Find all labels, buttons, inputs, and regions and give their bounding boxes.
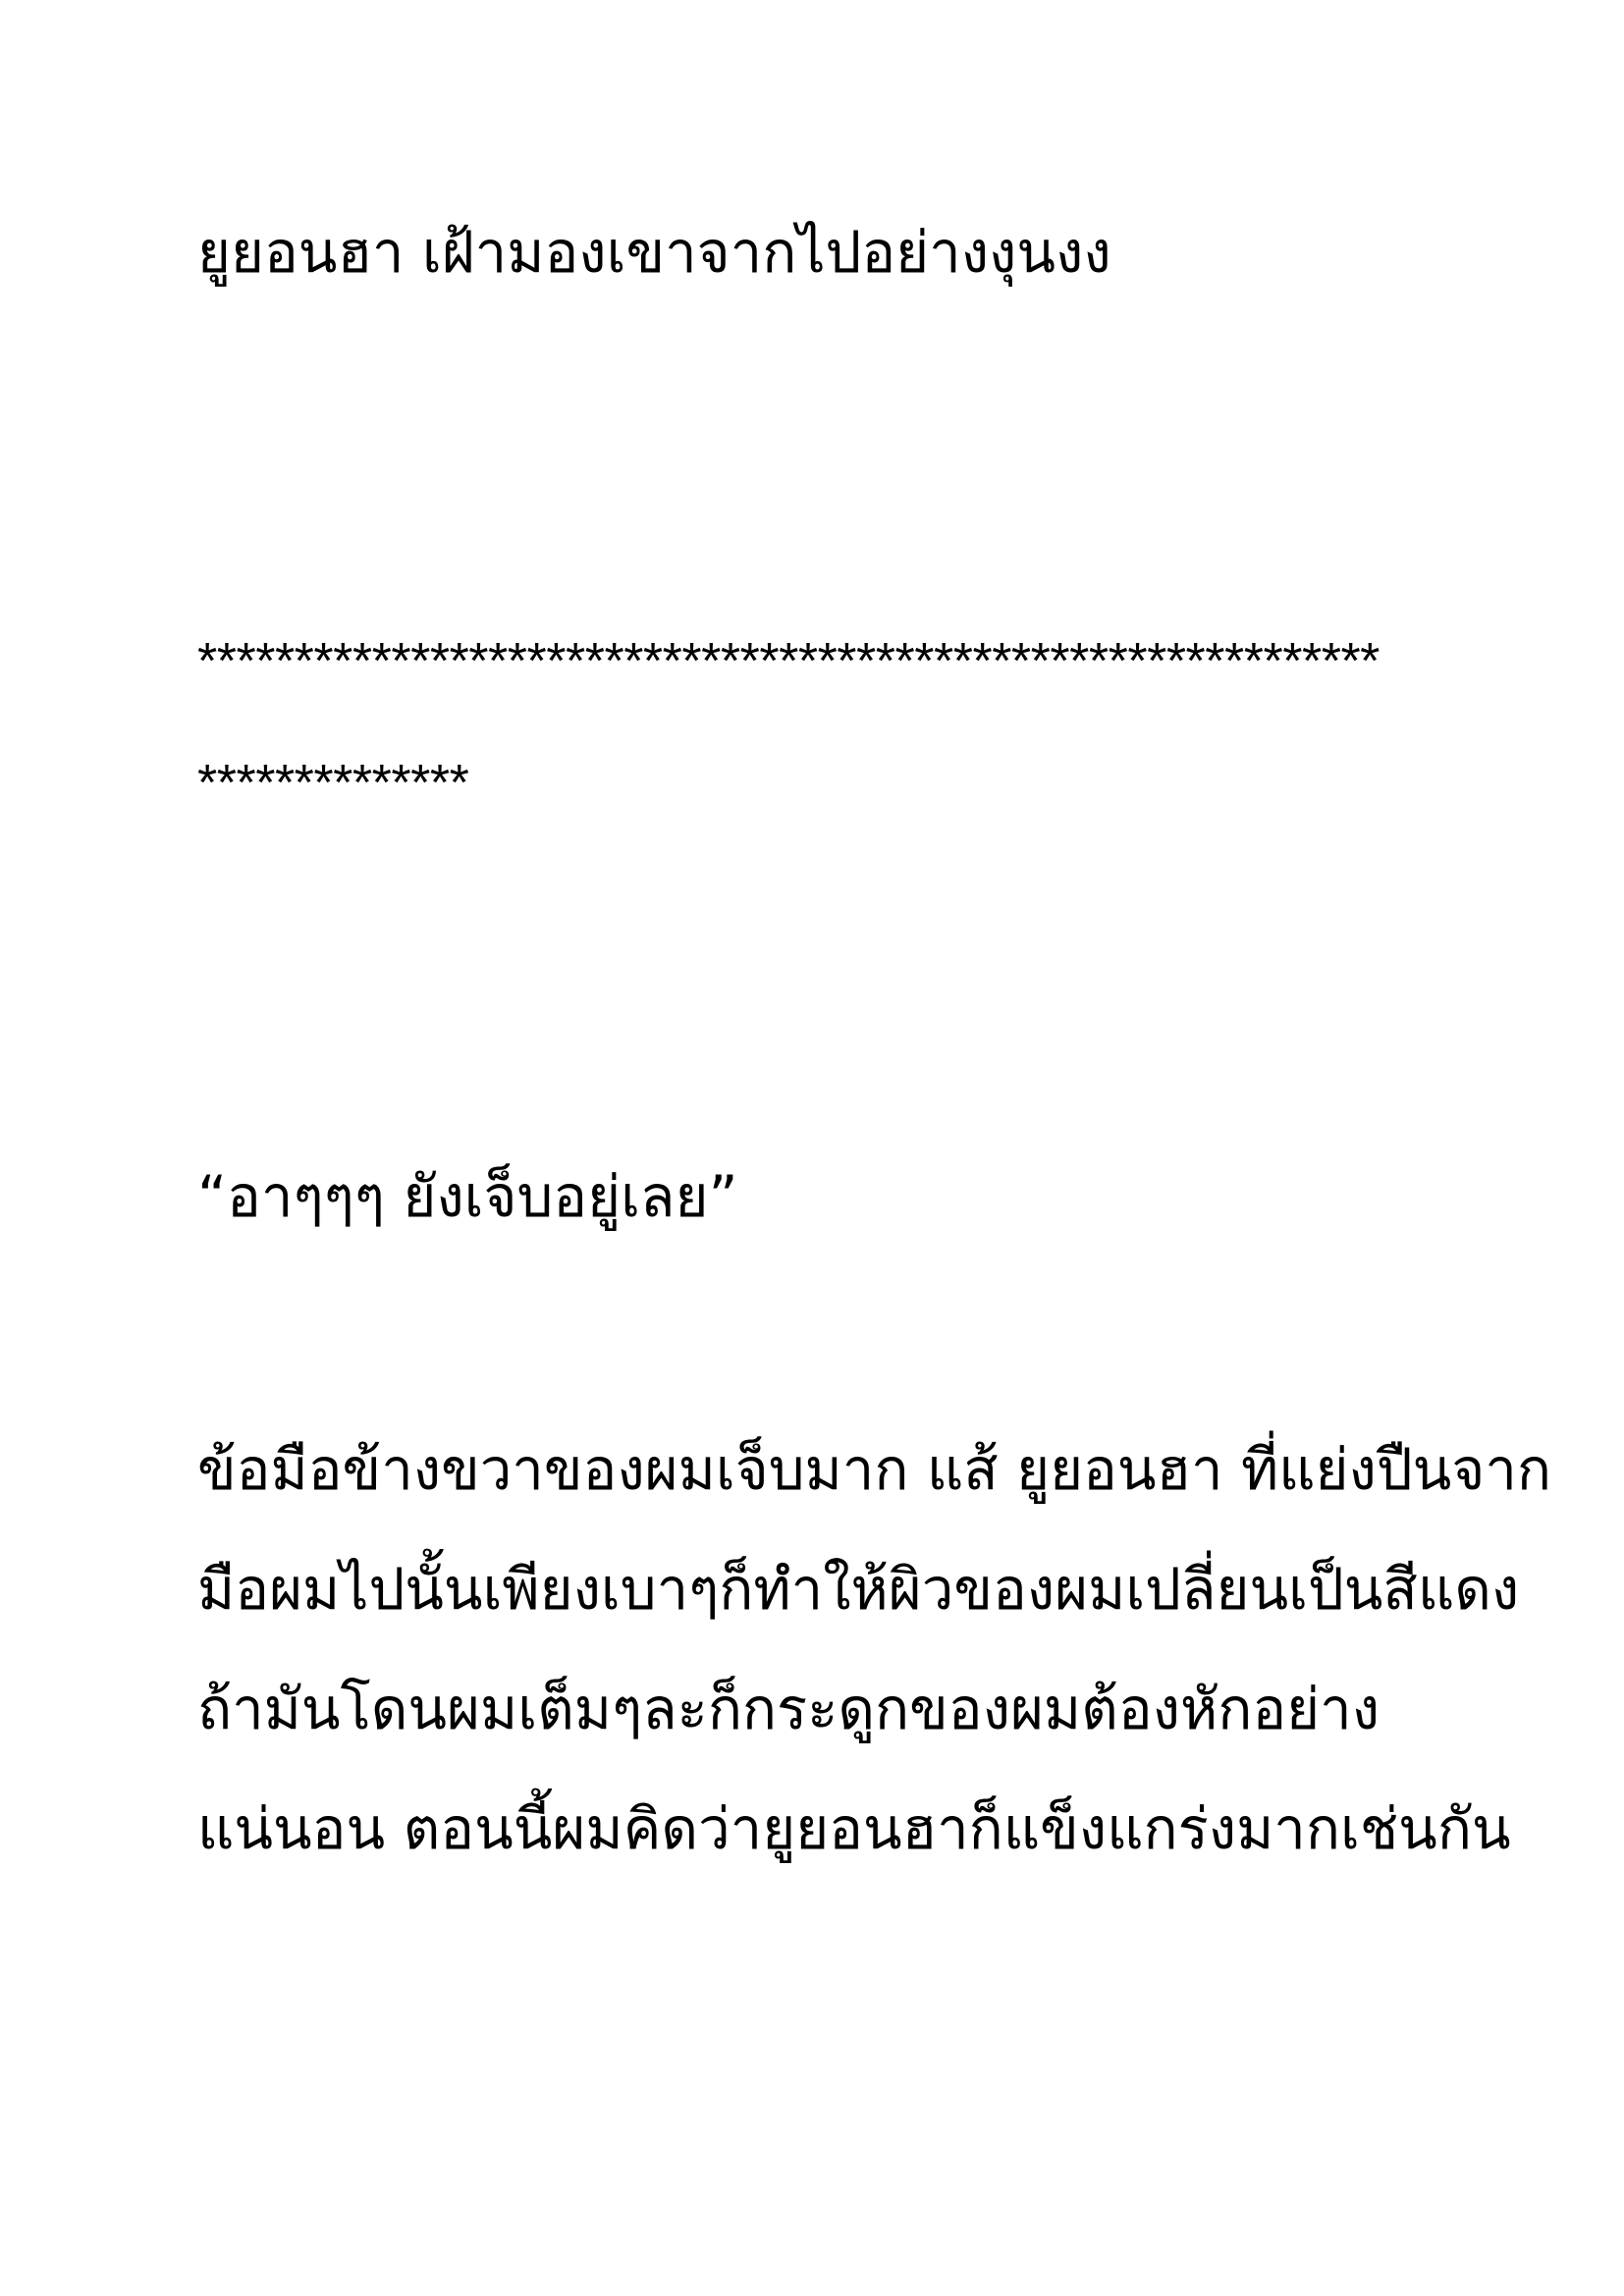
narration-line: ยูยอนฮา เฝ้ามองเขาจากไปอย่างงุนงง bbox=[197, 219, 1111, 286]
paragraph-line-1: ข้อมือข้างขวาของผมเจ็บมาก แส้ ยูยอนฮา ที่แย่งปืนจาก bbox=[197, 1436, 1552, 1503]
dialogue-line: “อาๆๆๆ ยังเจ็บอยู่เลย” bbox=[197, 1163, 738, 1230]
paragraph-line-4: แน่นอน ตอนนี้ผมคิดว่ายูยอนฮาก็แข็งแกร่งมากเช่นกัน bbox=[197, 1795, 1511, 1862]
paragraph-line-2: มือผมไปนั้นเพียงเบาๆก็ทำให้ผิวของผมเปลี่ยนเป็นสีแดง bbox=[197, 1556, 1520, 1623]
paragraph-line-3: ถ้ามันโดนผมเต็มๆละก็กระดูกของผมต้องหักอย่าง bbox=[197, 1676, 1380, 1742]
scene-separator-line-1: ************************************************************* bbox=[197, 633, 1380, 690]
scene-separator-line-2: ************** bbox=[197, 755, 469, 812]
